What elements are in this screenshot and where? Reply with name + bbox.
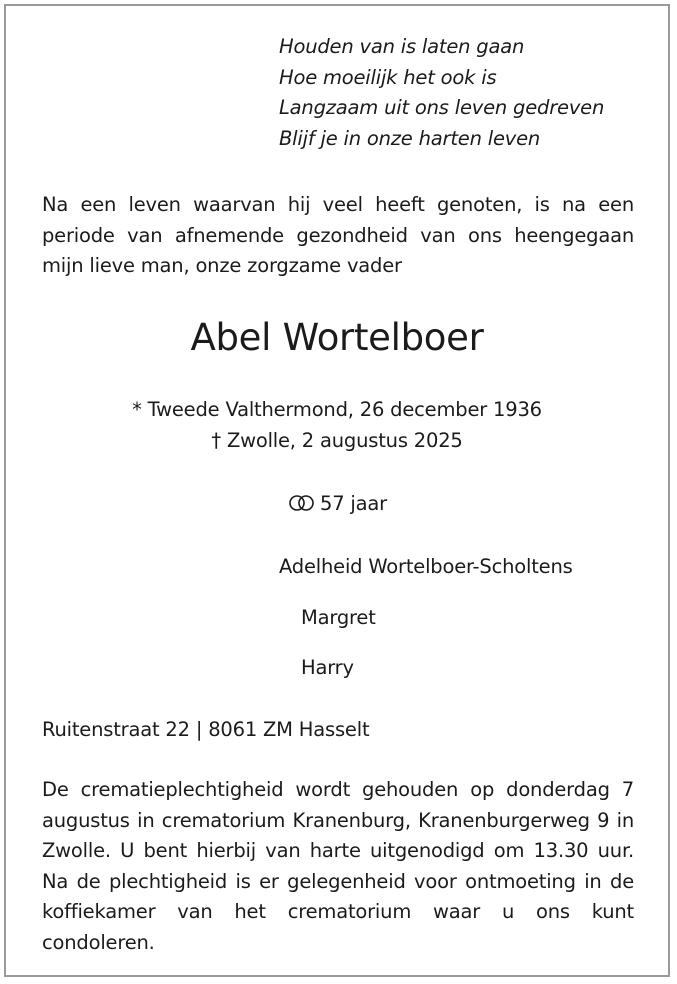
poem (279, 32, 604, 154)
poem-line: Hoe moeilijk het ook is (279, 65, 497, 89)
marriage-duration: 57 jaar (320, 492, 387, 515)
child-name: Harry (301, 656, 354, 679)
ceremony-paragraph: De crematieplechtigheid wordt gehouden op donderdag 7 augustus in crematorium Kranenburg, Kranenburgerweg 9 in Zwolle. U bent hierbij van harte uitgenodigd om 13.30 uur. Na de plechtigheid is er gelegenheid voor ontmoeting in de koffiekamer van het crematorium waar u ons kunt condoleren. (42, 778, 634, 954)
wedding-rings-icon (287, 494, 317, 512)
poem-line: Blijf je in onze harten leven (279, 126, 541, 150)
intro-paragraph: Na een leven waarvan hij veel heeft genoten, is na een periode van afnemende gezondheid van ons heengegaan mijn lieve man, onze zorgzame vader (42, 193, 634, 277)
poem-line: Langzaam uit ons leven gedreven (279, 96, 605, 119)
deceased-name: Abel Wortelboer (190, 316, 484, 359)
child-name: Margret (301, 606, 376, 629)
marriage-line (6, 490, 668, 518)
address-line: Ruitenstraat 22 | 8061 ZM Hasselt (42, 718, 370, 741)
obituary-card (4, 4, 670, 977)
poem-line: Houden van is laten gaan (279, 35, 525, 58)
spouse-name: Adelheid Wortelboer-Scholtens (279, 555, 573, 578)
birth-line: * Tweede Valthermond, 26 december 1936 (132, 398, 542, 421)
death-line: † Zwolle, 2 augustus 2025 (211, 429, 463, 452)
